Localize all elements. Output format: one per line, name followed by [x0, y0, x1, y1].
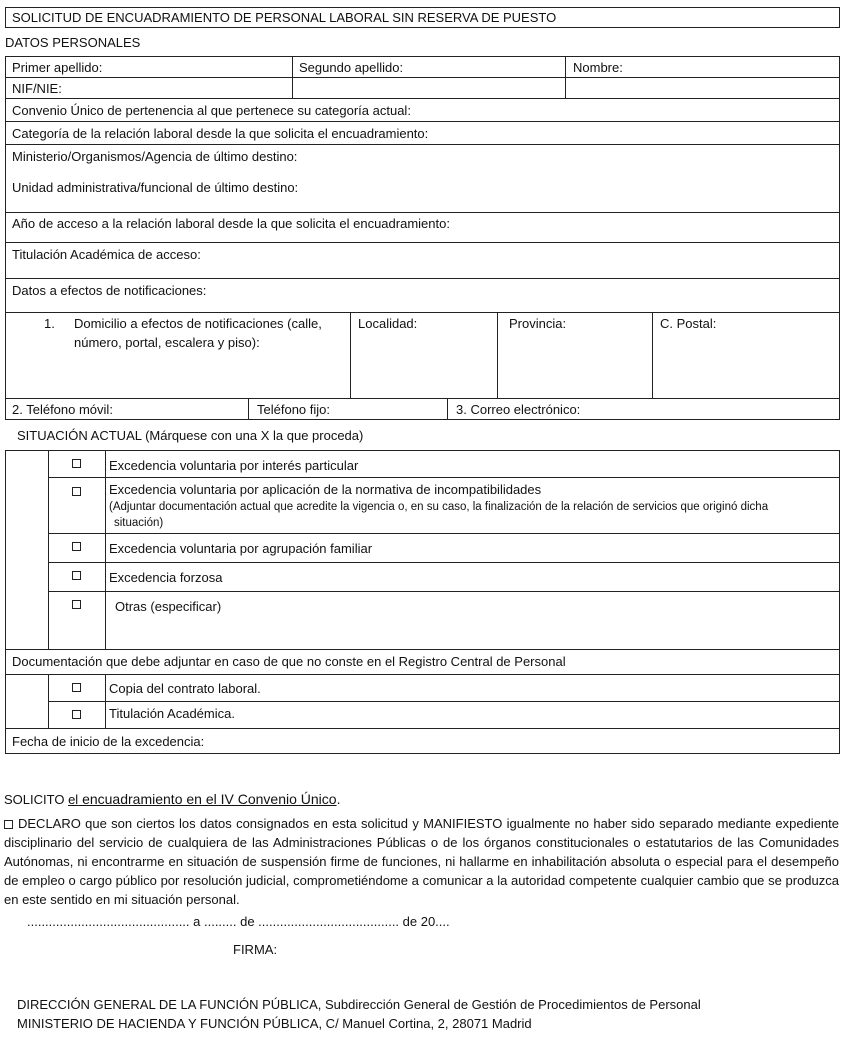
telefono-movil-field[interactable]: 2. Teléfono móvil:	[12, 402, 113, 417]
documentacion-heading: Documentación que debe adjuntar en caso de que no conste en el Registro Central de Personal	[12, 654, 566, 669]
form-title: SOLICITUD DE ENCUADRAMIENTO DE PERSONAL LABORAL SIN RESERVA DE PUESTO	[12, 10, 557, 25]
declaro-text: DECLARO que son ciertos los datos consignados en esta solicitud y MANIFIESTO igualmente no haber sido separado mediante expediente disciplinario del servicio de cualquiera de las Administraciones Públicas o de los órganos constitucionales o estatutarios de las Comunidades Autónomas, ni encontrarme en situación de suspensión firme de funciones, ni hallarme en inhabilitación absoluta o especial para el desempeño de empleo o cargo público por resolución judicial, comprometiéndome a comunicar a la autoridad competente cualquier cambio que se produzca en este sentido en mi situación personal.	[4, 816, 839, 907]
solicito-rest: encuadramiento en el IV Convenio Único	[78, 791, 337, 807]
nombre-field[interactable]: Nombre:	[573, 60, 623, 75]
option-agrupacion-familiar: Excedencia voluntaria por agrupación familiar	[109, 541, 373, 556]
localidad-field[interactable]: Localidad:	[358, 316, 418, 331]
declaro-paragraph	[4, 814, 839, 909]
categoria-field[interactable]: Categoría de la relación laboral desde la que solicita el encuadramiento:	[12, 126, 429, 141]
provincia-field[interactable]: Provincia:	[509, 316, 567, 331]
checkbox-declaro[interactable]	[4, 820, 13, 829]
fecha-inicio-field[interactable]: Fecha de inicio de la excedencia:	[12, 734, 205, 749]
solicito-prefix: SOLICITO	[4, 792, 69, 807]
checkbox-titulacion-academica[interactable]	[72, 710, 81, 719]
solicito-dot: .	[336, 791, 341, 807]
domicilio-label-line1: Domicilio a efectos de notificaciones (calle,	[74, 316, 322, 331]
segundo-apellido-field[interactable]: Segundo apellido:	[299, 60, 404, 75]
nif-field[interactable]: NIF/NIE:	[12, 81, 62, 96]
checkbox-otras[interactable]	[72, 600, 81, 609]
option-otras: Otras (especificar)	[115, 599, 222, 614]
unidad-field[interactable]: Unidad administrativa/funcional de último destino:	[12, 180, 299, 195]
firma-label: FIRMA:	[233, 942, 278, 957]
checkbox-copia-contrato[interactable]	[72, 683, 81, 692]
solicito-line	[4, 791, 340, 808]
telefono-fijo-field[interactable]: Teléfono fijo:	[257, 402, 330, 417]
codigo-postal-field[interactable]: C. Postal:	[660, 316, 717, 331]
option-interes-particular: Excedencia voluntaria por interés particular	[109, 458, 359, 473]
checkbox-agrupacion-familiar[interactable]	[72, 542, 81, 551]
option-incompatibilidades: Excedencia voluntaria por aplicación de la normativa de incompatibilidades	[109, 482, 542, 497]
ministerio-field[interactable]: Ministerio/Organismos/Agencia de último destino:	[12, 149, 298, 164]
situacion-heading: SITUACIÓN ACTUAL (Márquese con una X la que proceda)	[17, 428, 364, 443]
domicilio-number: 1.	[44, 316, 55, 331]
correo-field[interactable]: 3. Correo electrónico:	[456, 402, 581, 417]
solicito-underlined: el	[68, 792, 79, 807]
footer-line1: DIRECCIÓN GENERAL DE LA FUNCIÓN PÚBLICA, Subdirección General de Gestión de Procedimientos de Personal	[17, 997, 701, 1012]
doc-titulacion-academica: Titulación Académica.	[109, 706, 235, 721]
option-incompatibilidades-note: (Adjuntar documentación actual que acredite la vigencia o, en su caso, la finalización de la relación de servicios que originó dicha	[109, 501, 769, 513]
checkbox-excedencia-forzosa[interactable]	[72, 571, 81, 580]
datos-personales-heading: DATOS PERSONALES	[5, 35, 141, 50]
doc-copia-contrato: Copia del contrato laboral.	[109, 681, 261, 696]
convenio-field[interactable]: Convenio Único de pertenencia al que pertenece su categoría actual:	[12, 103, 411, 118]
option-excedencia-forzosa: Excedencia forzosa	[109, 570, 223, 585]
domicilio-field[interactable]	[74, 316, 322, 350]
datos-notificaciones-label: Datos a efectos de notificaciones:	[12, 283, 207, 298]
footer-line2: MINISTERIO DE HACIENDA Y FUNCIÓN PÚBLICA, C/ Manuel Cortina, 2, 28071 Madrid	[17, 1016, 532, 1031]
primer-apellido-field[interactable]: Primer apellido:	[12, 60, 103, 75]
checkbox-interes-particular[interactable]	[72, 459, 81, 468]
option-incompatibilidades-note-end: situación)	[114, 517, 164, 529]
domicilio-label-line2: número, portal, escalera y piso):	[74, 335, 260, 350]
checkbox-incompatibilidades[interactable]	[72, 487, 81, 496]
anio-acceso-field[interactable]: Año de acceso a la relación laboral desde la que solicita el encuadramiento:	[12, 216, 450, 231]
titulacion-field[interactable]: Titulación Académica de acceso:	[12, 247, 201, 262]
date-line[interactable]: ............................................. a ......... de ....................................... de 20....	[27, 914, 450, 929]
